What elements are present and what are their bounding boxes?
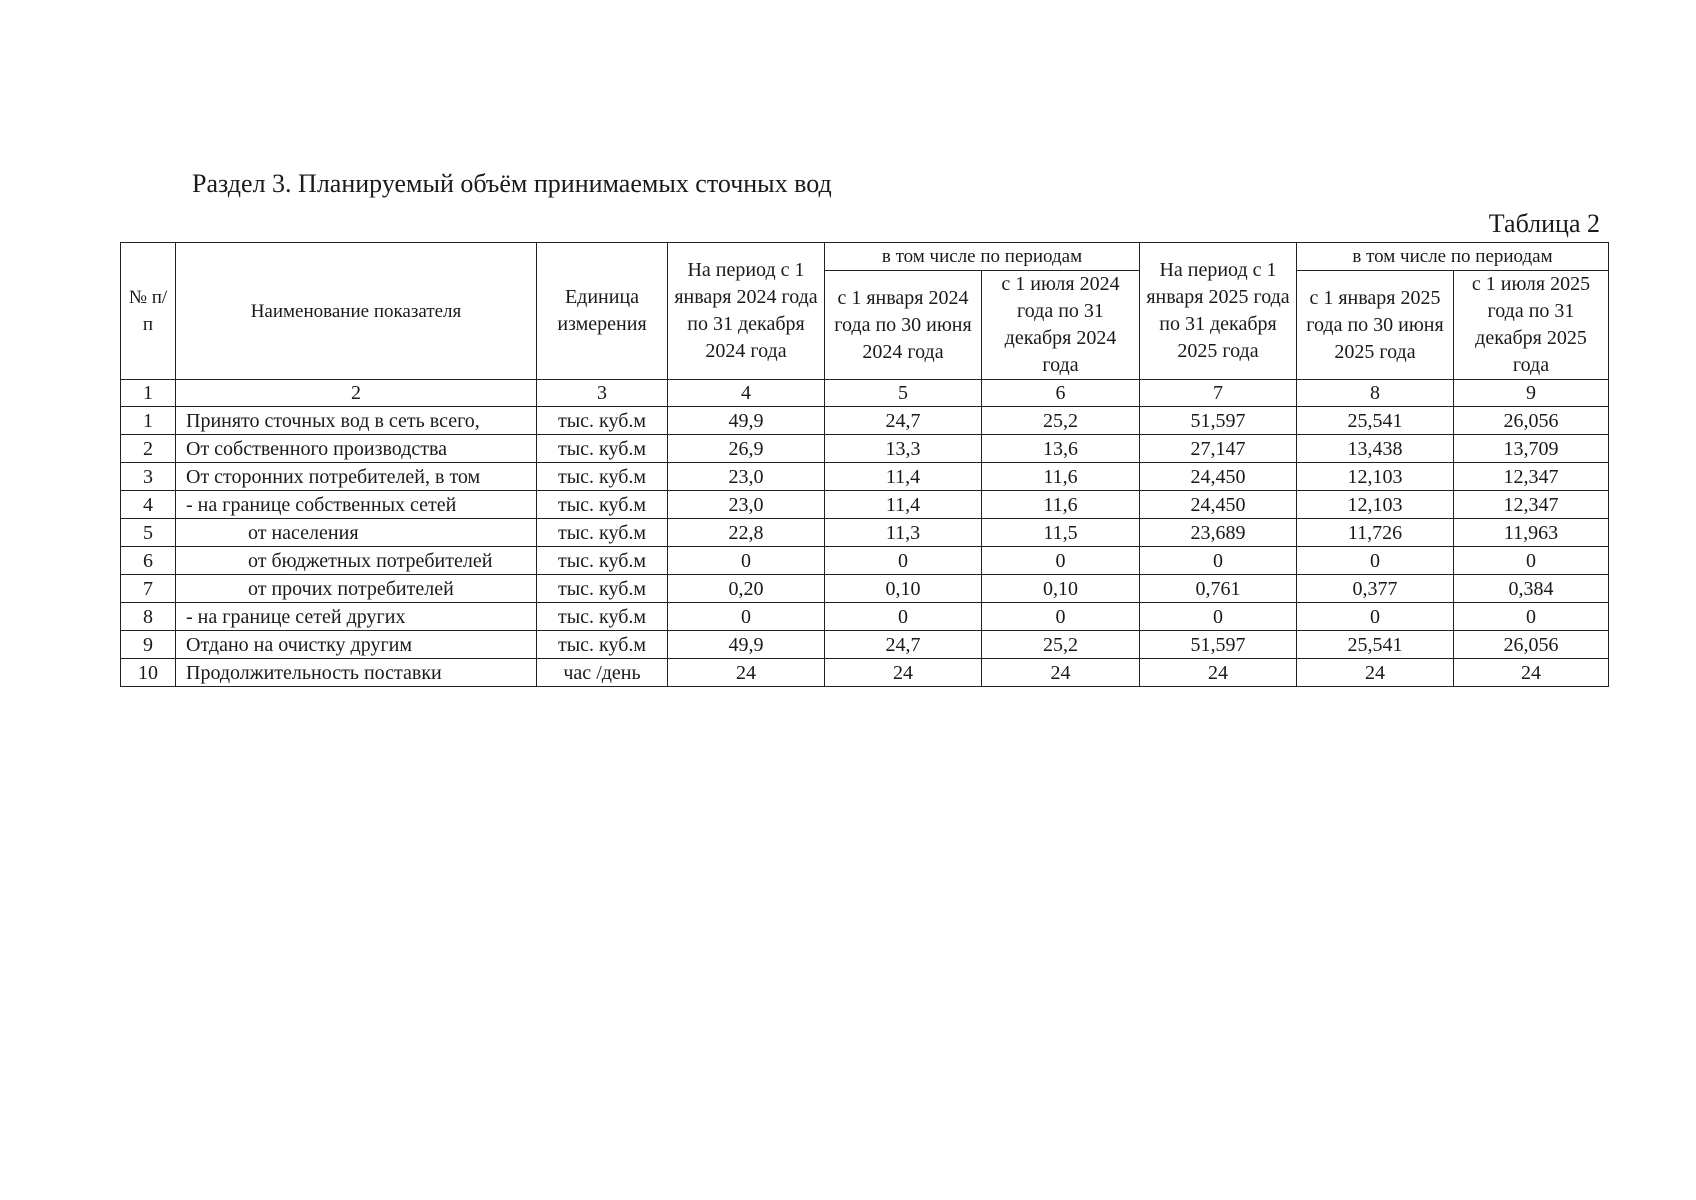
column-number: 4 xyxy=(668,380,825,407)
section-title: Раздел 3. Планируемый объём принимаемых сточных вод xyxy=(192,169,832,198)
value-cell: 11,3 xyxy=(825,519,982,547)
indicator-name-cell: от прочих потребителей xyxy=(176,575,537,603)
value-cell: 12,347 xyxy=(1454,491,1609,519)
value-cell: 11,6 xyxy=(982,463,1140,491)
unit-cell: тыс. куб.м xyxy=(537,435,668,463)
indicator-name-cell: От собственного производства xyxy=(176,435,537,463)
table-row xyxy=(121,519,1609,547)
row-number-cell: 3 xyxy=(121,463,176,491)
value-cell: 0 xyxy=(1140,603,1297,631)
column-number: 5 xyxy=(825,380,982,407)
value-cell: 0 xyxy=(1454,603,1609,631)
value-cell: 23,0 xyxy=(668,463,825,491)
value-cell: 0 xyxy=(668,547,825,575)
row-number-cell: 5 xyxy=(121,519,176,547)
header-num: № п/п xyxy=(121,243,176,380)
value-cell: 22,8 xyxy=(668,519,825,547)
value-cell: 26,056 xyxy=(1454,407,1609,435)
value-cell: 27,147 xyxy=(1140,435,1297,463)
column-number: 3 xyxy=(537,380,668,407)
value-cell: 11,4 xyxy=(825,463,982,491)
unit-cell: тыс. куб.м xyxy=(537,407,668,435)
value-cell: 12,103 xyxy=(1297,491,1454,519)
row-number-cell: 2 xyxy=(121,435,176,463)
indicator-name-cell: Отдано на очистку другим xyxy=(176,631,537,659)
unit-cell: тыс. куб.м xyxy=(537,491,668,519)
table-row xyxy=(121,603,1609,631)
value-cell: 11,726 xyxy=(1297,519,1454,547)
value-cell: 25,541 xyxy=(1297,407,1454,435)
value-cell: 25,541 xyxy=(1297,631,1454,659)
value-cell: 13,3 xyxy=(825,435,982,463)
indicator-name-cell: - на границе собственных сетей xyxy=(176,491,537,519)
table-row xyxy=(121,659,1609,687)
row-number-cell: 9 xyxy=(121,631,176,659)
header-unit: Единица измерения xyxy=(537,243,668,380)
value-cell: 0 xyxy=(982,547,1140,575)
value-cell: 11,6 xyxy=(982,491,1140,519)
row-number-cell: 8 xyxy=(121,603,176,631)
row-number-cell: 4 xyxy=(121,491,176,519)
table-row xyxy=(121,491,1609,519)
indicator-name-cell: от бюджетных потребителей xyxy=(176,547,537,575)
value-cell: 0,10 xyxy=(825,575,982,603)
column-number: 6 xyxy=(982,380,1140,407)
value-cell: 0,377 xyxy=(1297,575,1454,603)
value-cell: 23,689 xyxy=(1140,519,1297,547)
value-cell: 51,597 xyxy=(1140,407,1297,435)
table-row xyxy=(121,463,1609,491)
value-cell: 24,450 xyxy=(1140,463,1297,491)
indicator-name-cell: Продолжительность поставки xyxy=(176,659,537,687)
value-cell: 0,20 xyxy=(668,575,825,603)
value-cell: 26,9 xyxy=(668,435,825,463)
value-cell: 0,384 xyxy=(1454,575,1609,603)
header-including-2024: в том числе по периодам xyxy=(825,243,1140,271)
value-cell: 23,0 xyxy=(668,491,825,519)
value-cell: 26,056 xyxy=(1454,631,1609,659)
value-cell: 24 xyxy=(1297,659,1454,687)
value-cell: 0 xyxy=(1454,547,1609,575)
value-cell: 24,7 xyxy=(825,631,982,659)
indicator-name-cell: Принято сточных вод в сеть всего, xyxy=(176,407,537,435)
header-name: Наименование показателя xyxy=(176,243,537,380)
indicator-name-cell: - на границе сетей других xyxy=(176,603,537,631)
row-number-cell: 1 xyxy=(121,407,176,435)
column-number: 8 xyxy=(1297,380,1454,407)
value-cell: 25,2 xyxy=(982,407,1140,435)
header-row-1 xyxy=(121,243,1609,271)
header-period-2025: На период с 1 января 2025 года по 31 декабря 2025 года xyxy=(1140,243,1297,380)
value-cell: 24 xyxy=(1140,659,1297,687)
value-cell: 0 xyxy=(825,547,982,575)
value-cell: 0 xyxy=(1297,547,1454,575)
value-cell: 0 xyxy=(668,603,825,631)
value-cell: 11,4 xyxy=(825,491,982,519)
table-label: Таблица 2 xyxy=(1488,209,1600,238)
value-cell: 51,597 xyxy=(1140,631,1297,659)
value-cell: 12,347 xyxy=(1454,463,1609,491)
header-h1-2024: с 1 января 2024 года по 30 июня 2024 года xyxy=(825,271,982,380)
value-cell: 0,10 xyxy=(982,575,1140,603)
column-number: 9 xyxy=(1454,380,1609,407)
value-cell: 25,2 xyxy=(982,631,1140,659)
value-cell: 0 xyxy=(1140,547,1297,575)
unit-cell: тыс. куб.м xyxy=(537,547,668,575)
value-cell: 0 xyxy=(982,603,1140,631)
value-cell: 12,103 xyxy=(1297,463,1454,491)
value-cell: 0 xyxy=(1297,603,1454,631)
value-cell: 13,709 xyxy=(1454,435,1609,463)
value-cell: 11,963 xyxy=(1454,519,1609,547)
value-cell: 13,6 xyxy=(982,435,1140,463)
table-row xyxy=(121,435,1609,463)
column-number-row xyxy=(121,380,1609,407)
value-cell: 24,450 xyxy=(1140,491,1297,519)
unit-cell: час /день xyxy=(537,659,668,687)
unit-cell: тыс. куб.м xyxy=(537,519,668,547)
indicator-name-cell: От сторонних потребителей, в том xyxy=(176,463,537,491)
value-cell: 0,761 xyxy=(1140,575,1297,603)
value-cell: 11,5 xyxy=(982,519,1140,547)
header-period-2024: На период с 1 января 2024 года по 31 декабря 2024 года xyxy=(668,243,825,380)
value-cell: 24 xyxy=(825,659,982,687)
value-cell: 49,9 xyxy=(668,631,825,659)
table-row xyxy=(121,575,1609,603)
header-h2-2025: с 1 июля 2025 года по 31 декабря 2025 года xyxy=(1454,271,1609,380)
value-cell: 24 xyxy=(1454,659,1609,687)
value-cell: 24,7 xyxy=(825,407,982,435)
value-cell: 13,438 xyxy=(1297,435,1454,463)
unit-cell: тыс. куб.м xyxy=(537,463,668,491)
header-h2-2024: с 1 июля 2024 года по 31 декабря 2024 года xyxy=(982,271,1140,380)
table-row xyxy=(121,631,1609,659)
volume-table xyxy=(120,242,1609,687)
column-number: 2 xyxy=(176,380,537,407)
unit-cell: тыс. куб.м xyxy=(537,603,668,631)
table-row xyxy=(121,547,1609,575)
value-cell: 24 xyxy=(982,659,1140,687)
value-cell: 24 xyxy=(668,659,825,687)
column-number: 7 xyxy=(1140,380,1297,407)
value-cell: 49,9 xyxy=(668,407,825,435)
row-number-cell: 10 xyxy=(121,659,176,687)
header-h1-2025: с 1 января 2025 года по 30 июня 2025 года xyxy=(1297,271,1454,380)
unit-cell: тыс. куб.м xyxy=(537,631,668,659)
header-including-2025: в том числе по периодам xyxy=(1297,243,1609,271)
row-number-cell: 6 xyxy=(121,547,176,575)
indicator-name-cell: от населения xyxy=(176,519,537,547)
row-number-cell: 7 xyxy=(121,575,176,603)
unit-cell: тыс. куб.м xyxy=(537,575,668,603)
value-cell: 0 xyxy=(825,603,982,631)
table-row xyxy=(121,407,1609,435)
column-number: 1 xyxy=(121,380,176,407)
